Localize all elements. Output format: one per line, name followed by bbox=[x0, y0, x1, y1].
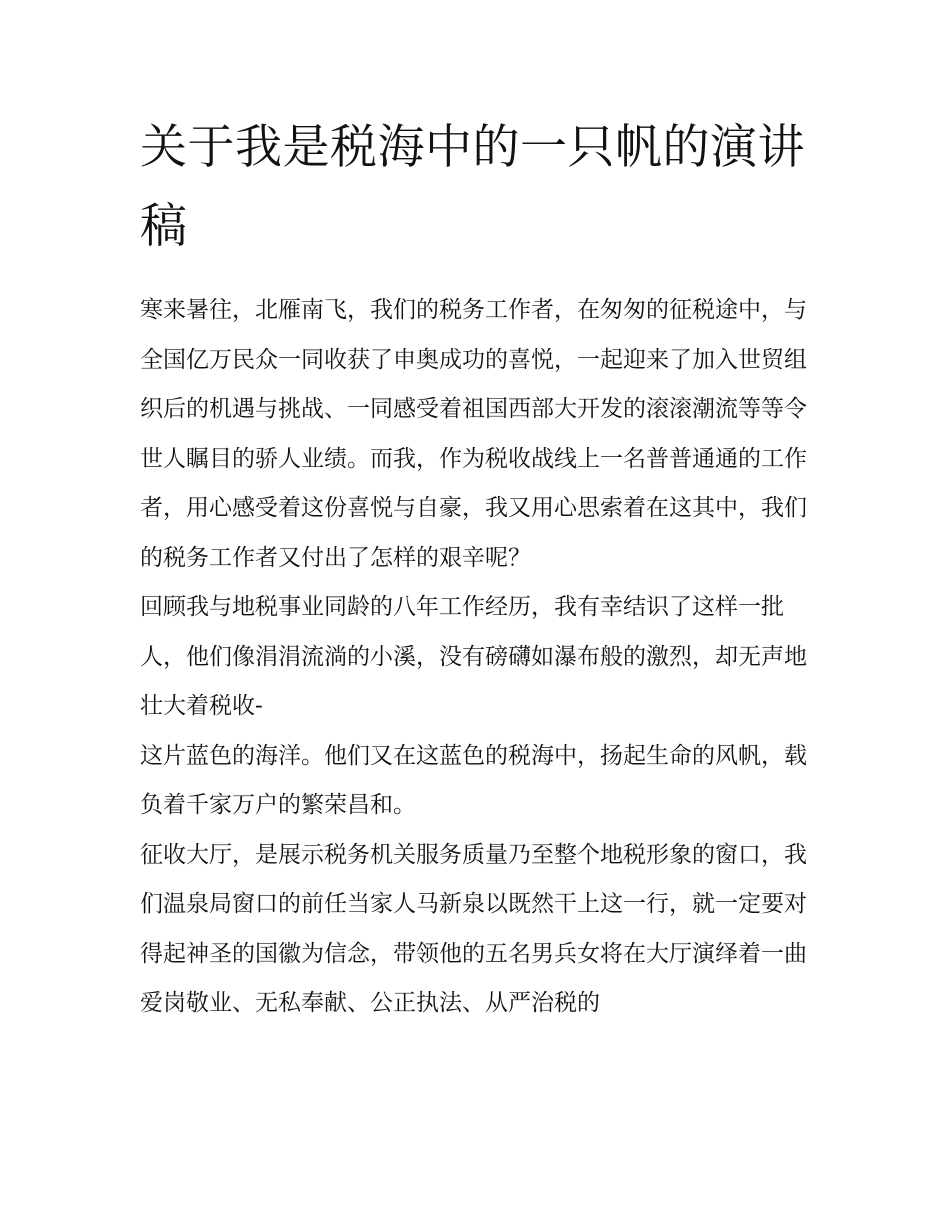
document-content bbox=[140, 108, 812, 1029]
document-body bbox=[140, 286, 812, 1029]
document-title: 关于我是税海中的一只帆的演讲稿 bbox=[140, 120, 805, 254]
paragraph-3: 这片蓝色的海洋。他们又在这蓝色的税海中，扬起生命的风帆，载负着千家万户的繁荣昌和。 bbox=[140, 742, 807, 818]
paragraph-2: 回顾我与地税事业同龄的八年工作经历，我有幸结识了这样一批人，他们像涓涓流淌的小溪，没有磅礴如瀑布般的激烈，却无声地壮大着税收- bbox=[140, 594, 807, 719]
paragraph-4: 征收大厅，是展示税务机关服务质量乃至整个地税形象的窗口，我们温泉局窗口的前任当家人马新泉以既然干上这一行，就一定要对得起神圣的国徽为信念，带领他的五名男兵女将在大厅演绎着一曲爱岗敬业、无私奉献、公正执法、从严治税的 bbox=[140, 841, 807, 1016]
paragraph-1: 寒来暑往，北雁南飞，我们的税务工作者，在匆匆的征税途中，与全国亿万民众一同收获了申奥成功的喜悦，一起迎来了加入世贸组织后的机遇与挑战、一同感受着祖国西部大开发的滚滚潮流等等令世人瞩目的骄人业绩。而我，作为税收战线上一名普普通通的工作者，用心感受着这份喜悦与自豪，我又用心思索着在这其中，我们的税务工作者又付出了怎样的艰辛呢？ bbox=[140, 297, 807, 571]
